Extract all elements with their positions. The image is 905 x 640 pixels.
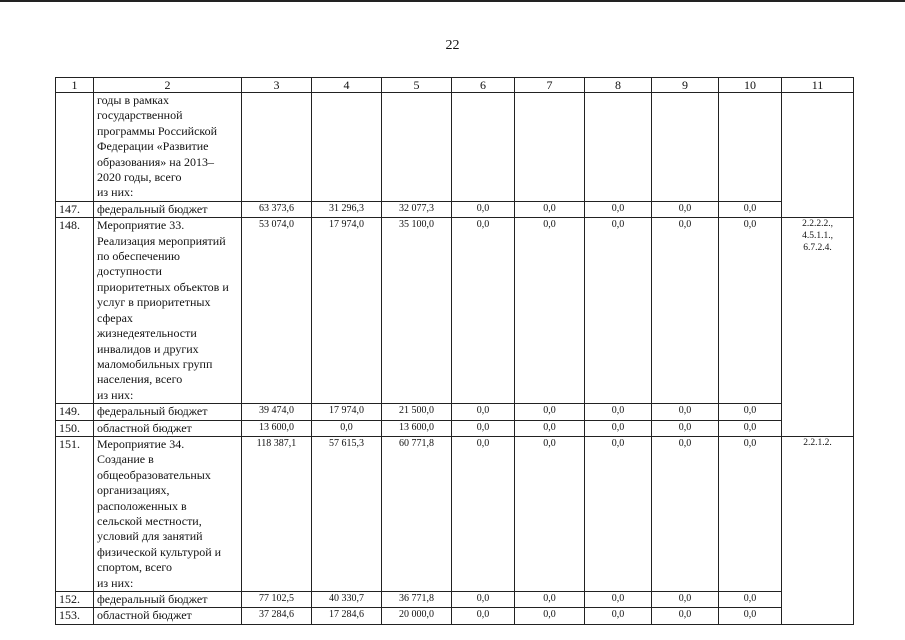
description-line: Создание в (97, 452, 154, 467)
header-cell: 3 (242, 78, 312, 93)
value-cell: 0,0 (719, 608, 782, 624)
header-cell: 2 (94, 78, 242, 93)
value-cell: 0,0 (452, 404, 515, 420)
value-cell: 0,0 (452, 592, 515, 608)
value-cell: 0,0 (652, 608, 719, 624)
value-cell: 0,0 (652, 436, 719, 591)
value-cell: 0,0 (585, 218, 652, 404)
value-cell: 0,0 (652, 218, 719, 404)
value-cell: 0,0 (515, 420, 585, 436)
value-cell: 0,0 (515, 404, 585, 420)
header-cell: 11 (782, 78, 854, 93)
description-line: Реализация мероприятий (97, 233, 226, 248)
value-cell: 63 373,6 (242, 201, 312, 217)
value-cell: 0,0 (652, 592, 719, 608)
row-number: 147. (56, 201, 94, 217)
value-cell: 0,0 (719, 201, 782, 217)
value-cell: 17 974,0 (312, 404, 382, 420)
header-cell: 6 (452, 78, 515, 93)
value-cell: 0,0 (515, 436, 585, 591)
value-cell: 0,0 (515, 608, 585, 624)
description-line: населения, всего (97, 372, 183, 387)
row-description (94, 201, 242, 217)
value-cell: 77 102,5 (242, 592, 312, 608)
page-number: 22 (445, 38, 460, 53)
table-row (56, 420, 854, 436)
description-line: сферах (97, 310, 133, 325)
value-cell: 0,0 (719, 592, 782, 608)
value-cell: 21 500,0 (382, 404, 452, 420)
value-cell: 0,0 (719, 420, 782, 436)
value-cell: 13 600,0 (382, 420, 452, 436)
value-cell: 36 771,8 (382, 592, 452, 608)
value-cell: 53 074,0 (242, 218, 312, 404)
value-cell: 0,0 (652, 420, 719, 436)
header-cell: 4 (312, 78, 382, 93)
value-cell (585, 93, 652, 202)
value-cell: 31 296,3 (312, 201, 382, 217)
row-description (94, 404, 242, 420)
description-line: федеральный бюджет (97, 592, 208, 606)
value-cell: 0,0 (585, 436, 652, 591)
row-number: 153. (56, 608, 94, 624)
value-cell (382, 93, 452, 202)
description-line: федеральный бюджет (97, 201, 208, 216)
description-line: программы Российской (97, 123, 218, 138)
row-description (94, 218, 242, 404)
codes-cell (782, 218, 854, 437)
value-cell: 0,0 (515, 218, 585, 404)
value-cell: 0,0 (515, 592, 585, 608)
value-cell: 0,0 (719, 404, 782, 420)
table-row (56, 201, 854, 217)
description-line: из них: (97, 575, 134, 590)
value-cell (242, 93, 312, 202)
value-cell: 37 284,6 (242, 608, 312, 624)
description-line: из них: (97, 185, 134, 200)
value-cell (515, 93, 585, 202)
value-cell: 0,0 (585, 608, 652, 624)
header-cell: 1 (56, 78, 94, 93)
value-cell (452, 93, 515, 202)
row-number: 151. (56, 436, 94, 591)
description-line: областной бюджет (97, 608, 192, 623)
description-line: инвалидов и других (97, 341, 199, 356)
description-line: услуг в приоритетных (97, 295, 211, 310)
description-line: Мероприятие 34. (97, 436, 185, 451)
header-cell: 8 (585, 78, 652, 93)
value-cell: 0,0 (585, 201, 652, 217)
value-cell: 0,0 (585, 420, 652, 436)
description-line: Федерации «Развитие (97, 139, 209, 154)
value-cell: 35 100,0 (382, 218, 452, 404)
value-cell: 0,0 (585, 592, 652, 608)
value-cell: 0,0 (652, 404, 719, 420)
description-line: образования» на 2013– (97, 154, 215, 169)
description-line: спортом, всего (97, 560, 173, 575)
description-line: годы в рамках (97, 93, 170, 107)
header-cell: 7 (515, 78, 585, 93)
value-cell: 0,0 (585, 404, 652, 420)
description-line: доступности (97, 264, 162, 279)
row-number: 149. (56, 404, 94, 420)
value-cell: 0,0 (652, 201, 719, 217)
row-description (94, 93, 242, 202)
value-cell: 0,0 (452, 218, 515, 404)
description-line: условий для занятий (97, 529, 203, 544)
value-cell: 13 600,0 (242, 420, 312, 436)
value-cell (719, 93, 782, 202)
description-line: Мероприятие 33. (97, 218, 185, 233)
table-row (56, 404, 854, 420)
description-line: по обеспечению (97, 249, 180, 264)
row-number (56, 93, 94, 202)
value-cell: 0,0 (719, 436, 782, 591)
value-cell: 40 330,7 (312, 592, 382, 608)
description-line: маломобильных групп (97, 356, 213, 371)
row-description (94, 420, 242, 436)
top-rule (0, 0, 905, 2)
value-cell: 32 077,3 (382, 201, 452, 217)
value-cell (652, 93, 719, 202)
table-row (56, 93, 854, 202)
value-cell: 17 974,0 (312, 218, 382, 404)
code-line: 2.2.2.2., (802, 219, 833, 230)
table-row (56, 436, 854, 591)
budget-table (55, 77, 854, 625)
description-line: из них: (97, 387, 134, 402)
description-line: областной бюджет (97, 420, 192, 435)
value-cell: 0,0 (515, 201, 585, 217)
value-cell: 118 387,1 (242, 436, 312, 591)
row-number: 152. (56, 592, 94, 608)
value-cell: 0,0 (452, 608, 515, 624)
table-row (56, 592, 854, 608)
value-cell: 39 474,0 (242, 404, 312, 420)
codes-cell (782, 93, 854, 218)
value-cell: 57 615,3 (312, 436, 382, 591)
code-line: 2.2.1.2. (803, 437, 832, 448)
row-number: 148. (56, 218, 94, 404)
description-line: расположенных в (97, 498, 187, 513)
code-line: 6.7.2.4. (803, 243, 832, 254)
description-line: 2020 годы, всего (97, 170, 182, 185)
row-description (94, 592, 242, 608)
description-line: организациях, (97, 483, 170, 498)
description-line: приоритетных объектов и (97, 279, 229, 294)
value-cell: 0,0 (312, 420, 382, 436)
row-number: 150. (56, 420, 94, 436)
header-cell: 9 (652, 78, 719, 93)
row-description (94, 436, 242, 591)
description-line: федеральный бюджет (97, 404, 208, 419)
table-row (56, 218, 854, 404)
header-cell: 5 (382, 78, 452, 93)
description-line: физической культурой и (97, 544, 222, 559)
value-cell: 60 771,8 (382, 436, 452, 591)
description-line: государственной (97, 108, 183, 123)
value-cell: 0,0 (452, 436, 515, 591)
description-line: жизнедеятельности (97, 326, 197, 341)
value-cell: 0,0 (452, 201, 515, 217)
row-description (94, 608, 242, 624)
description-line: сельской местности, (97, 513, 202, 528)
value-cell (312, 93, 382, 202)
table-header-row (56, 78, 854, 93)
value-cell: 0,0 (719, 218, 782, 404)
description-line: общеобразовательных (97, 467, 211, 482)
table-row (56, 608, 854, 624)
header-cell: 10 (719, 78, 782, 93)
code-line: 4.5.1.1., (802, 231, 833, 242)
value-cell: 0,0 (452, 420, 515, 436)
value-cell: 20 000,0 (382, 608, 452, 624)
codes-cell (782, 436, 854, 624)
value-cell: 17 284,6 (312, 608, 382, 624)
